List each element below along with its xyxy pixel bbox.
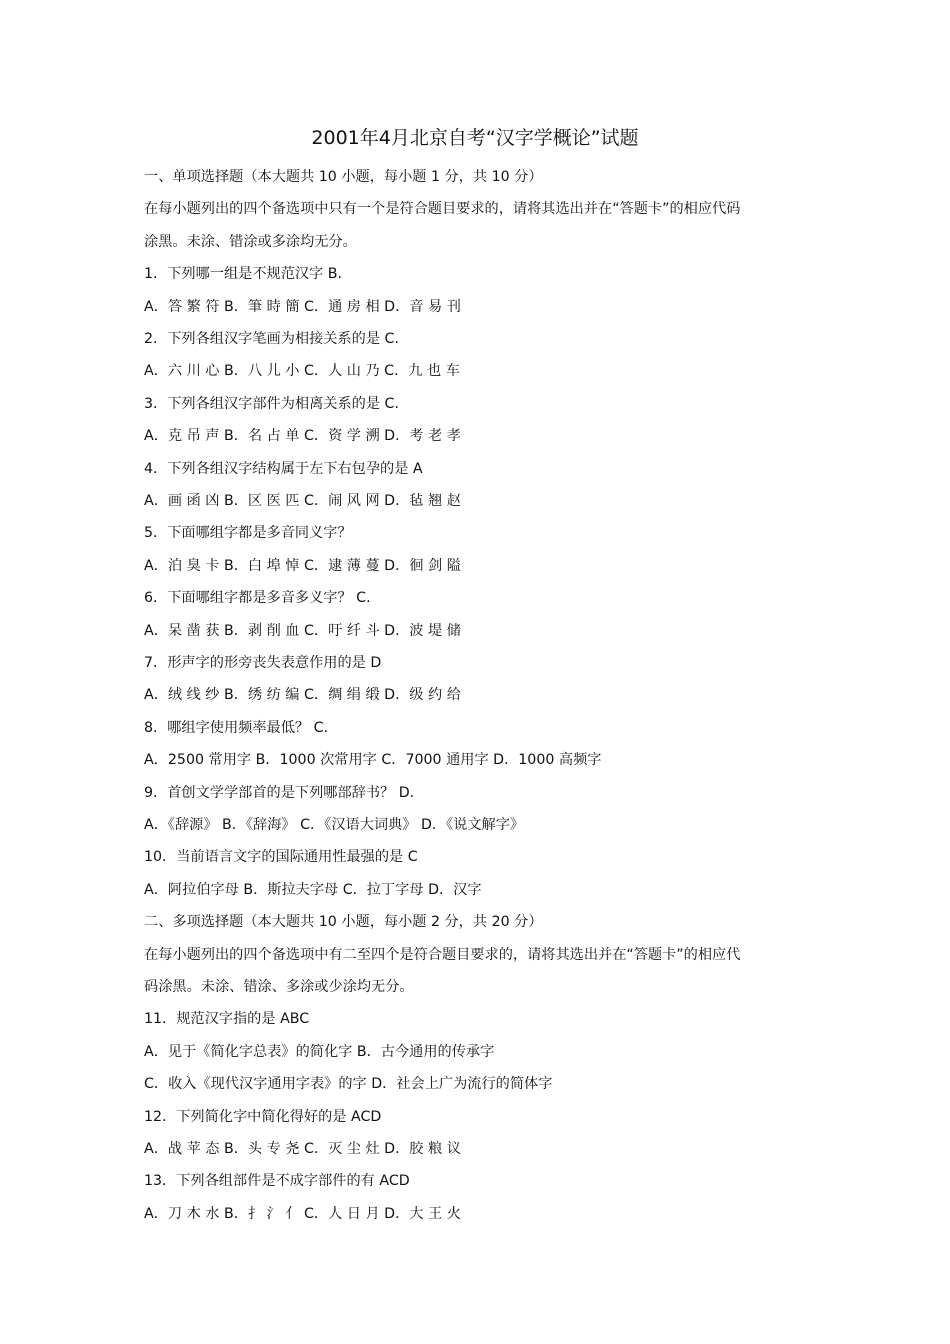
text-line: A．六 川 心 B．八 儿 小 C．人 山 乃 C．九 也 车 <box>144 363 460 380</box>
text-line: A．画 函 凶 B．区 医 匹 C．闹 风 网 D．毡 翘 赵 <box>144 493 461 509</box>
text-line: 8．哪组字使用频率最低？ C. <box>144 719 329 736</box>
text-line: A．刀 木 水 B．扌 氵 亻 C．人 日 月 D．大 王 火 <box>144 1205 461 1222</box>
text-line: 1．下列哪一组是不规范汉字 B. <box>144 266 343 283</box>
text-line: 10．当前语言文字的国际通用性最强的是 C <box>144 849 418 866</box>
text-line: 5．下面哪组字都是多音同义字？ <box>144 525 352 542</box>
text-line: 3．下列各组汉字部件为相离关系的是 C. <box>144 395 399 412</box>
text-line: 在每小题列出的四个备选项中有二至四个是符合题目要求的，请将其选出并在“答题卡”的相应代 <box>144 946 741 963</box>
text-line: 9．首创文学学部首的是下列哪部辞书？ D. <box>144 784 415 801</box>
text-line: A．《辞源》 B．《辞海》 C．《汉语大词典》 D．《说文解字》 <box>144 817 525 833</box>
text-line: 一、单项选择题（本大题共 10 小题，每小题 1 分，共 10 分） <box>144 169 543 185</box>
text-line: A．绒 线 纱 B．绣 纺 编 C．绸 绢 缎 D．级 约 给 <box>144 687 461 704</box>
text-line: C．收入《现代汉字通用字表》的字 D．社会上广为流行的简体字 <box>144 1076 553 1093</box>
text-line: A．泊 臭 卡 B．白 埠 悼 C．逮 薄 蔓 D．徊 剑 隘 <box>144 557 461 574</box>
text-line: A．阿拉伯字母 B．斯拉夫字母 C．拉丁字母 D．汉字 <box>144 881 482 898</box>
text-line: 7．形声字的形旁丧失表意作用的是 D <box>144 655 382 671</box>
text-line: 二、多项选择题（本大题共 10 小题，每小题 2 分，共 20 分） <box>144 914 543 931</box>
text-line: 11．规范汉字指的是 ABC <box>144 1011 310 1028</box>
text-line: A．见于《简化字总表》的简化字 B．古今通用的传承字 <box>144 1043 495 1060</box>
document-title: 2001年4月北京自考“汉字学概论”试题 <box>311 127 639 149</box>
text-line: A．克 吊 声 B．名 占 单 C．资 学 溯 D．考 老 孝 <box>144 428 461 445</box>
text-line: A．呆 凿 获 B．剥 削 血 C．吁 纤 斗 D．波 堤 储 <box>144 622 461 639</box>
text-line: 2．下列各组汉字笔画为相接关系的是 C. <box>144 331 399 347</box>
text-line: 在每小题列出的四个备选项中只有一个是符合题目要求的，请将其选出并在“答题卡”的相应代码 <box>144 201 741 218</box>
text-line: 13．下列各组部件是不成字部件的有 ACD <box>144 1173 410 1190</box>
text-line: A．答 繁 符 B．筆 時 簡 C．通 房 相 D．音 易 刊 <box>144 298 461 315</box>
text-line: 码涂黑。未涂、错涂、多涂或少涂均无分。 <box>144 979 414 995</box>
text-line: A．战 苹 态 B．头 专 尧 C．灭 尘 灶 D．胶 粮 议 <box>144 1141 461 1157</box>
text-line: 涂黑。未涂、错涂或多涂均无分。 <box>144 233 357 250</box>
text-line: 4．下列各组汉字结构属于左下右包孕的是 A <box>144 460 423 477</box>
text-line: 6．下面哪组字都是多音多义字？ C. <box>144 590 371 607</box>
text-line: 12．下列简化字中简化得好的是 ACD <box>144 1108 382 1125</box>
text-line: A．2500 常用字 B．1000 次常用字 C．7000 通用字 D．1000 高频字 <box>144 752 602 769</box>
